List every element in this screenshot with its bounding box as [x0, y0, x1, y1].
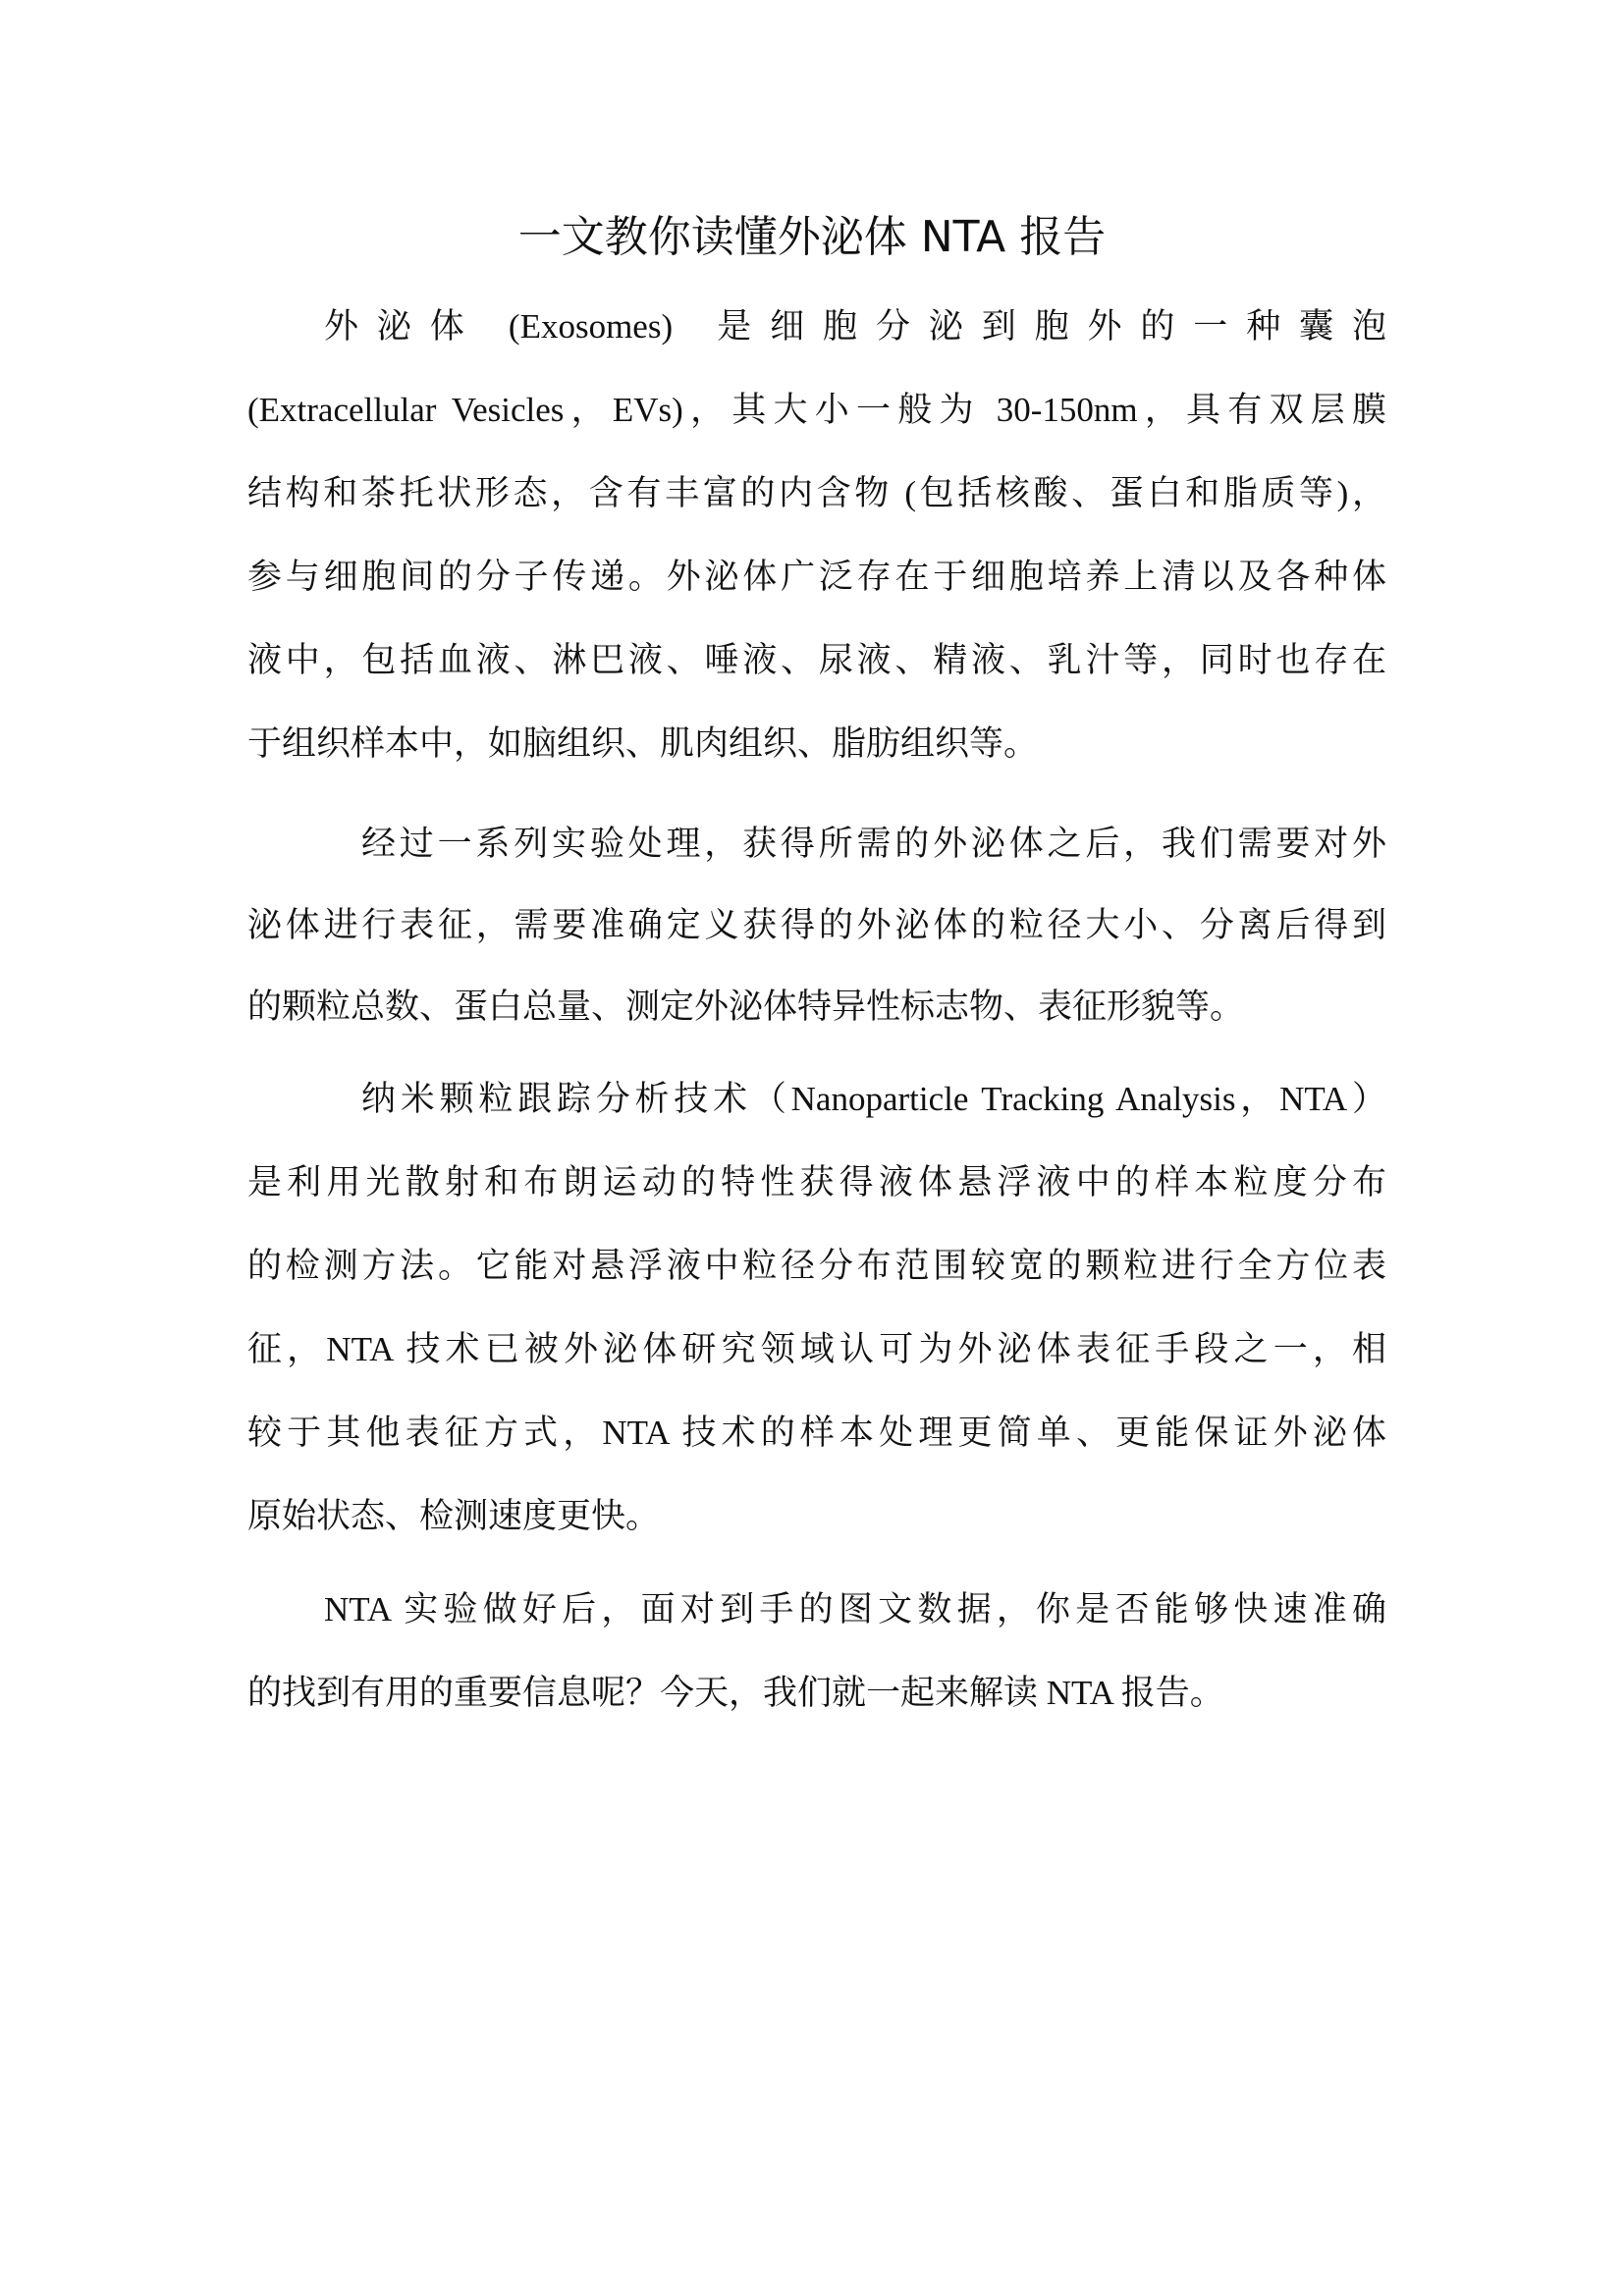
paragraph-intro-line-3: 结构和茶托状形态，含有丰富的内含物 (包括核酸、蛋白和脂质等)，	[247, 474, 1386, 512]
paragraph-characterization-line-3: 的颗粒总数、蛋白总量、测定外泌体特异性标志物、表征形貌等。	[247, 988, 1245, 1026]
paragraph-intro-line-5: 液中，包括血液、淋巴液、唾液、尿液、精液、乳汁等，同时也存在	[247, 641, 1386, 679]
paragraph-closing-line-1: NTA 实验做好后，面对到手的图文数据，你是否能够快速准确	[324, 1590, 1386, 1629]
paragraph-intro-line-4: 参与细胞间的分子传递。外泌体广泛存在于细胞培养上清以及各种体	[247, 558, 1386, 596]
paragraph-intro-line-2: (Extracellular Vesicles，EVs)，其大小一般为 30-150nm，具有双层膜	[247, 391, 1386, 429]
paragraph-nta-line-4: 征，NTA 技术已被外泌体研究领域认可为外泌体表征手段之一，相	[247, 1330, 1386, 1368]
paragraph-characterization-line-1: 经过一系列实验处理，获得所需的外泌体之后，我们需要对外	[361, 825, 1386, 863]
paragraph-nta-line-2: 是利用光散射和布朗运动的特性获得液体悬浮液中的样本粒度分布	[247, 1163, 1386, 1201]
paragraph-nta-line-5: 较于其他表征方式，NTA 技术的样本处理更简单、更能保证外泌体	[247, 1414, 1386, 1452]
paragraph-nta-line-1: 纳米颗粒跟踪分析技术（Nanoparticle Tracking Analysis，NTA）	[361, 1080, 1386, 1118]
paragraph-nta-line-3: 的检测方法。它能对悬浮液中粒径分布范围较宽的颗粒进行全方位表	[247, 1247, 1386, 1285]
paragraph-characterization-line-2: 泌体进行表征，需要准确定义获得的外泌体的粒径大小、分离后得到	[247, 906, 1386, 944]
paragraph-nta-line-6: 原始状态、检测速度更快。	[247, 1497, 661, 1535]
paragraph-intro-line-1: 外 泌 体 (Exosomes) 是 细 胞 分 泌 到 胞 外 的 一 种 囊 泡	[324, 307, 1386, 346]
paragraph-intro-line-6: 于组织样本中，如脑组织、肌肉组织、脂肪组织等。	[247, 724, 1039, 763]
paragraph-closing-line-2: 的找到有用的重要信息呢？今天，我们就一起来解读 NTA 报告。	[247, 1674, 1224, 1712]
document-title: 一文教你读懂外泌体 NTA 报告	[517, 212, 1107, 262]
